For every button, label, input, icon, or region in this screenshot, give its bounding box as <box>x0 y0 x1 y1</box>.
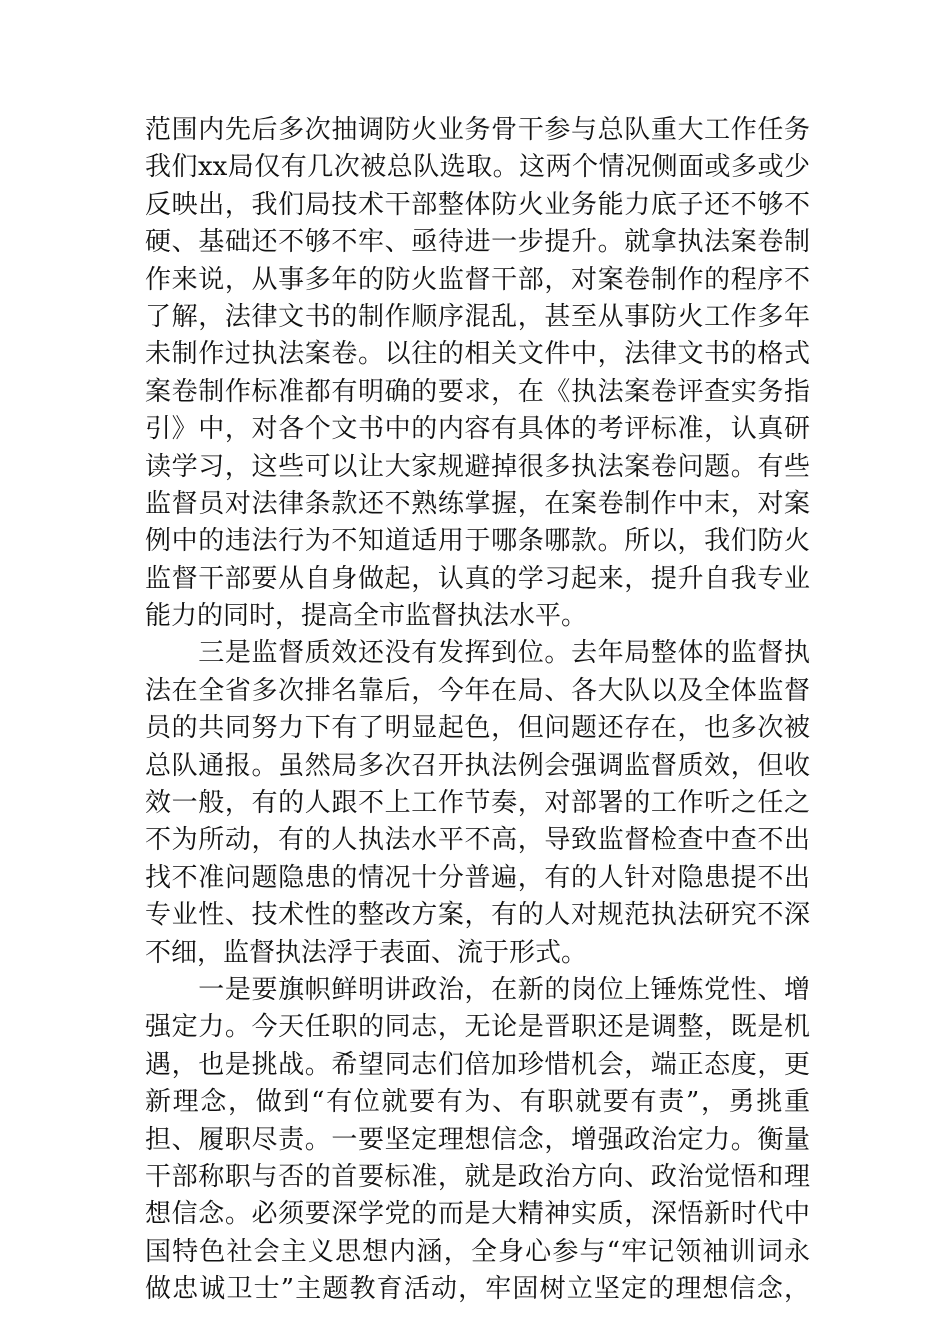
text-line: 不为所动，有的人执法水平不高，导致监督检查中查不出 <box>145 825 810 856</box>
text-line: 了解，法律文书的制作顺序混乱，甚至从事防火工作多年 <box>145 301 810 332</box>
text-line: 监督干部要从自身做起，认真的学习起来，提升自我专业 <box>145 563 810 594</box>
text-line: 国特色社会主义思想内涵，全身心参与“牢记领袖训词永 <box>145 1236 810 1267</box>
paragraph-start-line: 一是要旗帜鲜明讲政治，在新的岗位上锤炼党性、增 <box>145 974 810 1005</box>
text-line: 反映出，我们局技术干部整体防火业务能力底子还不够不 <box>145 189 810 220</box>
text-line: 担、履职尽责。一要坚定理想信念，增强政治定力。衡量 <box>145 1124 810 1155</box>
text-line: 员的共同努力下有了明显起色，但问题还存在，也多次被 <box>145 713 810 744</box>
text-line: 专业性、技术性的整改方案，有的人对规范执法研究不深 <box>145 900 810 931</box>
text-line: 新理念，做到“有位就要有为、有职就要有责”，勇挑重 <box>145 1087 810 1118</box>
text-line: 硬、基础还不够不牢、亟待进一步提升。就拿执法案卷制 <box>145 227 810 258</box>
text-line: 做忠诚卫士”主题教育活动，牢固树立坚定的理想信念， <box>145 1274 810 1305</box>
text-line: 监督员对法律条款还不熟练掌握，在案卷制作中末，对案 <box>145 488 810 519</box>
text-line: 不细，监督执法浮于表面、流于形式。 <box>145 937 588 968</box>
text-line: 遇，也是挑战。希望同志们倍加珍惜机会，端正态度，更 <box>145 1049 810 1080</box>
text-line: 想信念。必须要深学党的而是大精神实质，深悟新时代中 <box>145 1199 810 1230</box>
text-line: 我们xx局仅有几次被总队选取。这两个情况侧面或多或少 <box>145 152 810 183</box>
text-line: 总队通报。虽然局多次召开执法例会强调监督质效，但收 <box>145 750 810 781</box>
text-line: 引》中，对各个文书中的内容有具体的考评标准，认真研 <box>145 414 810 445</box>
text-line: 例中的违法行为不知道适用于哪条哪款。所以，我们防火 <box>145 526 810 557</box>
text-line: 法在全省多次排名靠后，今年在局、各大队以及全体监督 <box>145 675 810 706</box>
text-line: 范围内先后多次抽调防火业务骨干参与总队重大工作任务 <box>145 115 810 145</box>
text-line: 能力的同时，提高全市监督执法水平。 <box>145 601 588 632</box>
text-line: 未制作过执法案卷。以往的相关文件中，法律文书的格式 <box>145 339 810 370</box>
body-text <box>145 112 810 1309</box>
text-line: 干部称职与否的首要标准，就是政治方向、政治觉悟和理 <box>145 1161 810 1192</box>
text-line: 强定力。今天任职的同志，无论是晋职还是调整，既是机 <box>145 1012 810 1043</box>
text-line: 案卷制作标准都有明确的要求，在《执法案卷评查实务指 <box>145 376 810 407</box>
text-line: 读学习，这些可以让大家规避掉很多执法案卷问题。有些 <box>145 451 810 482</box>
text-line: 效一般，有的人跟不上工作节奏，对部署的工作听之任之 <box>145 788 810 819</box>
text-line: 找不准问题隐患的情况十分普遍，有的人针对隐患提不出 <box>145 862 810 893</box>
paragraph-start-line: 三是监督质效还没有发挥到位。去年局整体的监督执 <box>145 638 810 669</box>
text-line: 作来说，从事多年的防火监督干部，对案卷制作的程序不 <box>145 264 810 295</box>
